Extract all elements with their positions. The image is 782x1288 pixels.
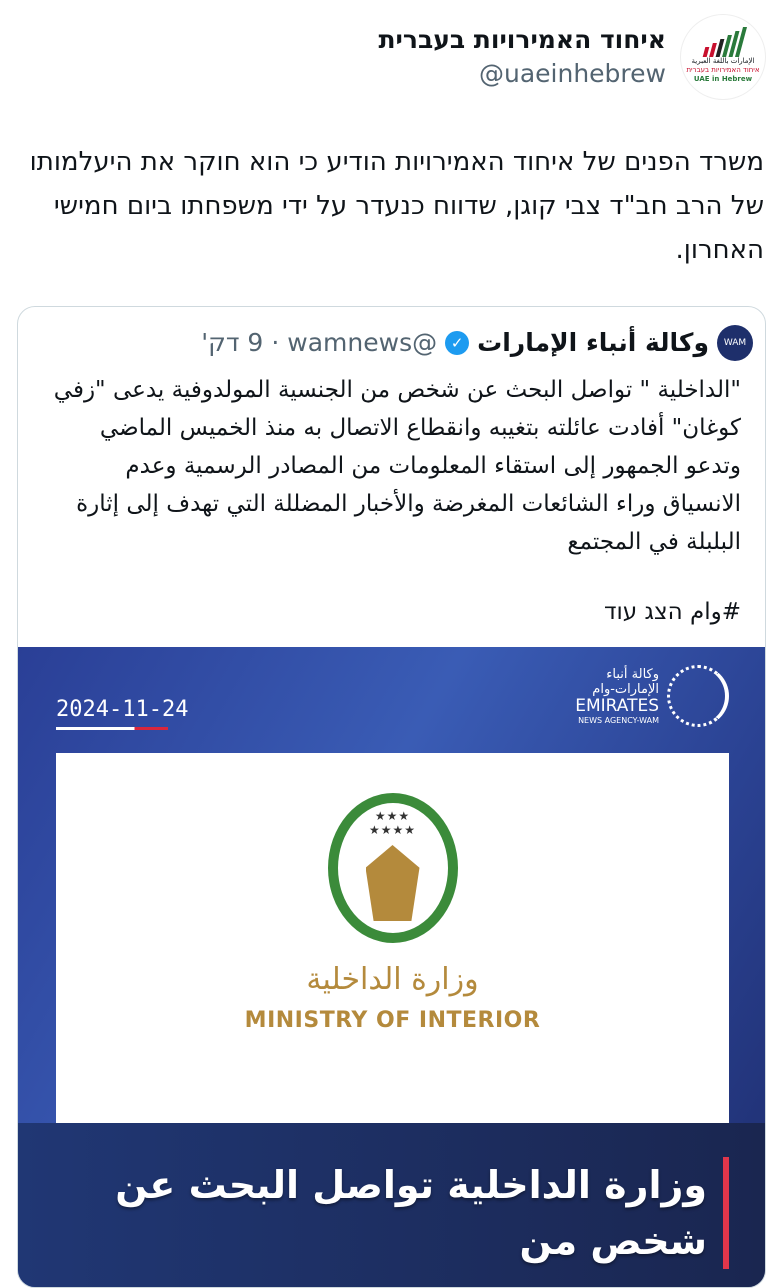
quoted-tweet-header xyxy=(18,307,765,361)
quoted-author-handle[interactable]: @wamnews xyxy=(287,328,438,357)
tweet-text: משרד הפנים של איחוד האמירויות הודיע כי הוא חוקר את היעלמותו של הרב חב"ד צבי קוגן, שדווח כנעדר על ידי משפחתו ביום חמישי האחרון. xyxy=(29,147,764,265)
quoted-tweet-text: "الداخلية " تواصل البحث عن شخص من الجنسية المولدوفية يدعى "زفي كوغان" أفادت عائلته بتغيبه وانقطاع الاتصال به منذ الخميس الماضي وتدعو الجمهور إلى استقاء المعلومات من المصادر الرسمية وعدم الانسياق وراء الشائعات المغرضة والأخبار المضللة التي تهدف إلى إثارة البلبلة في المجتمع xyxy=(53,377,741,555)
ministry-name-ar: وزارة الداخلية xyxy=(306,962,479,997)
date-underline xyxy=(56,727,168,730)
avatar-line-he: איחוד האמירויות בעברית xyxy=(686,66,760,74)
tweet-author-header xyxy=(0,0,782,100)
hashtag-show-more[interactable]: #وام הצג עוד xyxy=(603,599,741,625)
logo-bars-icon xyxy=(681,27,765,57)
wam-avatar[interactable]: WAM xyxy=(717,325,753,361)
wam-globe-icon xyxy=(667,665,729,727)
quoted-author-name[interactable]: وكالة أنباء الإمارات xyxy=(477,328,709,357)
author-name[interactable]: איחוד האמירויות בעברית xyxy=(378,25,666,54)
quoted-tweet[interactable] xyxy=(17,306,766,1288)
avatar-line-ar: الإمارات باللغة العبرية xyxy=(691,57,755,65)
quoted-timestamp[interactable]: 9 דק' xyxy=(201,328,264,357)
ministry-panel xyxy=(56,753,729,1123)
verified-badge-icon: ✓ xyxy=(445,331,469,355)
wam-logo xyxy=(575,665,729,727)
ministry-name-en: MINISTRY OF INTERIOR xyxy=(244,1008,541,1033)
wam-logo-ar2: الإمارات-وام xyxy=(592,681,659,697)
author-handle[interactable]: @uaeinhebrew xyxy=(479,59,666,88)
ministry-emblem-icon: ★★★ ★★★★ xyxy=(328,793,458,943)
author-avatar[interactable] xyxy=(680,14,766,100)
wam-logo-sub: NEWS AGENCY-WAM xyxy=(578,715,659,725)
quoted-media-image[interactable] xyxy=(18,647,765,1287)
author-info xyxy=(378,23,666,91)
media-date: 2024-11-24 xyxy=(56,697,189,722)
avatar-line-en: UAE in Hebrew xyxy=(693,75,753,83)
wam-logo-ar1: وكالة أنباء xyxy=(606,666,659,682)
separator: · xyxy=(271,328,280,357)
wam-logo-en: EMIRATES xyxy=(575,695,659,716)
media-headline: وزارة الداخلية تواصل البحث عن شخص من xyxy=(38,1157,729,1269)
